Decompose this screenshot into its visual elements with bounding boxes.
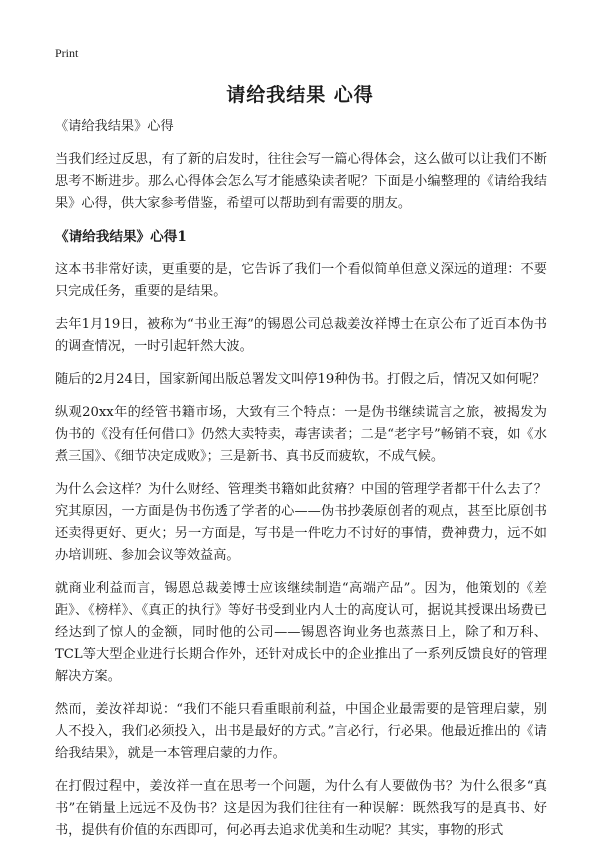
paragraph: 就商业利益而言，锡恩总裁姜博士应该继续制造“高端产品”。因为，他策划的《差距》、《榜样》、《真正的执行》等好书受到业内人士的高度认可，据说其授课出场费已经达到了惊人的金额，同时他的公司——锡恩咨询业务也蒸蒸日上，除了和万科、TCL等大型企业进行长期合作外，还针对成长中的企业推出了一系列反馈良好的管理解决方案。 (55, 581, 547, 684)
paragraph: 为什么会这样？为什么财经、管理类书籍如此贫瘠？中国的管理学者都干什么去了？究其原因，一方面是伪书伤透了学者的心——伪书抄袭原创者的观点，甚至比原创书还卖得更好、更火；另一方面是，写书是一件吃力不讨好的事情，费神费力，远不如办培训班、参加会议等效益高。 (55, 482, 547, 563)
paragraph: 这本书非常好读，更重要的是，它告诉了我们一个看似简单但意义深远的道理：不要只完成任务，重要的是结果。 (55, 262, 547, 299)
paragraph: 纵观20xx年的经管书籍市场，大致有三个特点：一是伪书继续谎言之旅，被揭发为伪书的《没有任何借口》仍然大卖特卖，毒害读者；二是“老字号”畅销不衰，如《水煮三国》、《细节决定成败》；三是新书、真书反而疲软，不成气候。 (55, 405, 547, 464)
paragraph: 去年1月19日，被称为“书业王海”的锡恩公司总裁姜汝祥博士在京公布了近百本伪书的调查情况，一时引起轩然大波。 (55, 317, 547, 354)
paragraph: 在打假过程中，姜汝祥一直在思考一个问题，为什么有人要做伪书？为什么很多“真书”在销量上远远不及伪书？这是因为我们往往有一种误解：既然我写的是真书、好书，提供有价值的东西即可，何必再去追求优美和生动呢？其实，事物的形式 (55, 779, 547, 838)
paragraph: 然而，姜汝祥却说：“我们不能只看重眼前利益，中国企业最需要的是管理启蒙，别人不投入，我们必须投入，出书是最好的方式。”言必行，行必果。他最近推出的《请给我结果》，就是一本管理启蒙的力作。 (55, 702, 547, 761)
page-title: 请给我结果 心得 (226, 84, 374, 106)
print-label[interactable]: Print (55, 46, 79, 60)
section-heading: 《请给我结果》心得1 (55, 229, 187, 245)
intro-line: 《请给我结果》心得 (55, 119, 174, 134)
article-body (55, 116, 547, 853)
intro-paragraph: 当我们经过反思，有了新的启发时，往往会写一篇心得体会，这么做可以让我们不断思考不断进步。那么心得体会怎么写才能感染读者呢？下面是小编整理的《请给我结果》心得，供大家参考借鉴，希望可以帮助到有需要的朋友。 (55, 152, 547, 211)
paragraph: 随后的2月24日，国家新闻出版总署发文叫停19种伪书。打假之后，情况又如何呢？ (55, 372, 546, 387)
